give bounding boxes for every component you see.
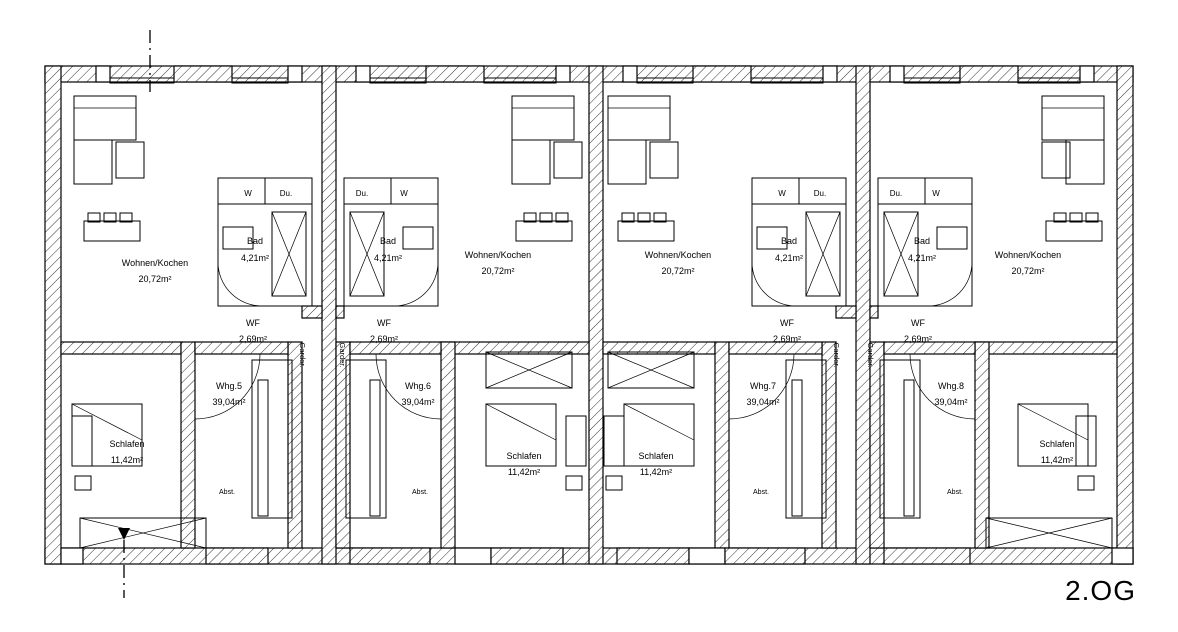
room-area-bad-5: 4,21m² — [240, 253, 270, 263]
fixture-label-w-5: W — [244, 189, 252, 198]
room-label-abst-8: Abst. — [947, 489, 963, 496]
room-area-bad-7: 4,21m² — [774, 253, 804, 263]
room-label-wf-8: WF — [911, 318, 925, 328]
unit-whg8[interactable] — [866, 66, 1133, 564]
unit-area-7: 39,04m² — [746, 397, 780, 407]
room-label-abst-7: Abst. — [753, 489, 769, 496]
room-area-wohnen-7: 20,72m² — [661, 266, 695, 276]
room-label-abst-6: Abst. — [412, 489, 428, 496]
room-area-wf-7: 2,69m² — [772, 334, 802, 344]
unit-area-8: 39,04m² — [934, 397, 968, 407]
room-label-wohnen-6: Wohnen/Kochen — [464, 250, 532, 260]
room-area-wf-5: 2,69m² — [238, 334, 268, 344]
room-label-bad-7: Bad — [780, 236, 798, 246]
room-label-wf-7: WF — [780, 318, 794, 328]
room-label-wohnen-5: Wohnen/Kochen — [121, 258, 189, 268]
room-area-schlafen-5: 11,42m² — [110, 455, 144, 465]
fixture-label-w-6: W — [400, 189, 408, 198]
fixture-label-du-7: Du. — [813, 189, 827, 198]
room-area-wohnen-5: 20,72m² — [138, 274, 172, 284]
room-area-schlafen-7: 11,42m² — [639, 467, 673, 477]
unit-number-5: Whg.5 — [215, 381, 243, 391]
room-label-bad-5: Bad — [246, 236, 264, 246]
fixture-label-du-6: Du. — [355, 189, 369, 198]
room-area-bad-8: 4,21m² — [907, 253, 937, 263]
unit-number-7: Whg.7 — [749, 381, 777, 391]
room-area-wohnen-6: 20,72m² — [481, 266, 515, 276]
room-label-wf-5: WF — [246, 318, 260, 328]
room-label-garder-6: Garder. — [338, 342, 347, 368]
room-label-schlafen-8: Schlafen — [1039, 439, 1075, 449]
room-label-garder-7: Garder. — [832, 342, 841, 368]
party-walls — [322, 66, 870, 564]
unit-number-8: Whg.8 — [937, 381, 965, 391]
room-label-wohnen-7: Wohnen/Kochen — [644, 250, 712, 260]
fixture-label-du-8: Du. — [889, 189, 903, 198]
unit-whg7[interactable] — [603, 66, 856, 564]
room-area-wohnen-8: 20,72m² — [1011, 266, 1045, 276]
section-axis-marker — [118, 30, 156, 598]
room-label-bad-8: Bad — [913, 236, 931, 246]
room-label-schlafen-5: Schlafen — [109, 439, 145, 449]
room-label-wf-6: WF — [377, 318, 391, 328]
room-label-garder-8: Garder. — [866, 342, 875, 368]
unit-number-6: Whg.6 — [404, 381, 432, 391]
room-label-abst-5: Abst. — [219, 489, 235, 496]
fixture-label-w-7: W — [778, 189, 786, 198]
room-label-schlafen-6: Schlafen — [506, 451, 542, 461]
room-label-wohnen-8: Wohnen/Kochen — [994, 250, 1062, 260]
unit-area-6: 39,04m² — [401, 397, 435, 407]
room-label-schlafen-7: Schlafen — [638, 451, 674, 461]
drawing-title: 2.OG — [1065, 575, 1136, 606]
room-area-schlafen-6: 11,42m² — [507, 467, 541, 477]
room-label-bad-6: Bad — [379, 236, 397, 246]
unit-whg5[interactable] — [61, 66, 322, 564]
fixture-label-w-8: W — [932, 189, 940, 198]
room-area-schlafen-8: 11,42m² — [1040, 455, 1074, 465]
unit-whg6[interactable] — [336, 66, 589, 564]
room-area-wf-8: 2,69m² — [903, 334, 933, 344]
unit-area-5: 39,04m² — [212, 397, 246, 407]
room-area-bad-6: 4,21m² — [373, 253, 403, 263]
room-label-garder-5: Garder. — [298, 342, 307, 368]
room-area-wf-6: 2,69m² — [369, 334, 399, 344]
fixture-label-du-5: Du. — [279, 189, 293, 198]
